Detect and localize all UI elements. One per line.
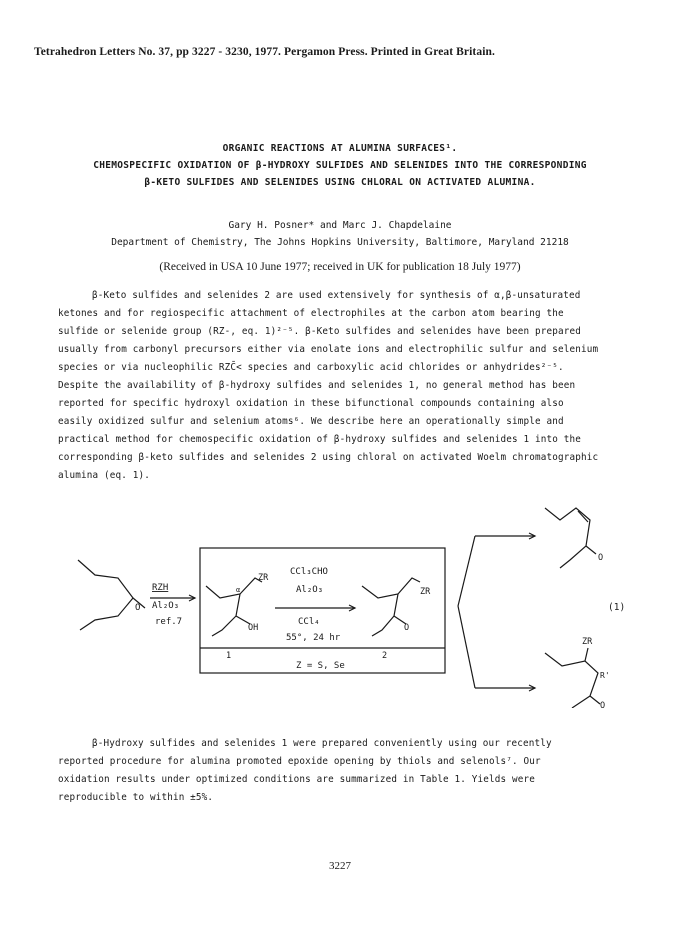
product-2-r-prime: R' [600, 671, 610, 680]
product-1-oxygen: O [598, 553, 604, 563]
reaction-conditions: 55°, 24 hr [286, 633, 341, 643]
reagent-alumina-2: Al₂O₃ [296, 585, 324, 595]
article-title [20, 140, 660, 191]
paragraph-line: sulfide or selenide group (RZ-, eq. 1)²⁻⁵. β-Keto sulfides and selenides have been prepared [58, 326, 581, 337]
compound-2-zr: ZR [420, 587, 431, 597]
z-definition: Z = S, Se [296, 661, 345, 671]
paragraph-line: reported for specific hydroxyl oxidation in these bifunctional compounds containing also [58, 398, 564, 409]
paragraph-line: β-Hydroxy sulfides and selenides 1 were prepared conveniently using our recently [92, 738, 552, 749]
paragraph-line: corresponding β-keto sulfides and selenides 2 using chloral on activated Woelm chromatographic [58, 452, 599, 463]
paragraph-line: reproducible to within ±5%. [58, 792, 214, 803]
paragraph-1 [58, 287, 628, 485]
paragraph-line: easily oxidized sulfur and selenium atoms⁶. We describe here an operationally simple and [58, 416, 564, 427]
paragraph-line: β-Keto sulfides and selenides 2 are used extensively for synthesis of α,β-unsaturated [92, 290, 581, 301]
starting-ring-bonds [78, 560, 133, 630]
journal-header: Tetrahedron Letters No. 37, pp 3227 - 3230, 1977. Pergamon Press. Printed in Great Britain. [34, 46, 495, 58]
page-number: 3227 [329, 860, 351, 872]
author-names: Gary H. Posner* and Marc J. Chapdelaine [228, 220, 452, 231]
affiliation: Department of Chemistry, The Johns Hopkins University, Baltimore, Maryland 21218 [111, 237, 569, 248]
title-line-2: CHEMOSPECIFIC OXIDATION OF β-HYDROXY SULFIDES AND SELENIDES INTO THE CORRESPONDING [93, 160, 587, 171]
paragraph-line: practical method for chemospecific oxidation of β-hydroxy sulfides and selenides 1 into the [58, 434, 581, 445]
compound-2-label: 2 [382, 651, 388, 661]
reagent-chloral: CCl₃CHO [290, 567, 328, 577]
epoxide-oxygen: O [135, 603, 141, 613]
paragraph-line: species or via nucleophilic RZC̄< species and carboxylic acid chlorides or anhydrides²⁻⁵. [58, 362, 564, 373]
alpha-label: α [236, 586, 241, 594]
paragraph-line: usually from carbonyl precursors either via enolate ions and electrophilic sulfur and selenium [58, 344, 599, 355]
paragraph-line: alumina (eq. 1). [58, 470, 150, 481]
paragraph-2 [58, 735, 628, 807]
paragraph-line: Despite the availability of β-hydroxy sulfides and selenides 1, no general method has been [58, 380, 576, 391]
reagent-rzh: RZH [152, 583, 169, 593]
reagent-ref: ref.7 [155, 617, 183, 627]
product-2-zr: ZR [582, 637, 593, 647]
author-block [20, 217, 660, 251]
paragraph-line: reported procedure for alumina promoted epoxide opening by thiols and selenols⁷. Our [58, 756, 541, 767]
paragraph-line: ketones and for regiospecific attachment of electrophiles at the carbon atom bearing the [58, 308, 564, 319]
title-line-3: β-KETO SULFIDES AND SELENIDES USING CHLORAL ON ACTIVATED ALUMINA. [144, 177, 536, 188]
title-line-1: ORGANIC REACTIONS AT ALUMINA SURFACES¹. [222, 143, 458, 154]
paragraph-line: oxidation results under optimized conditions are summarized in Table 1. Yields were [58, 774, 536, 785]
received-dates: (Received in USA 10 June 1977; received in UK for publication 18 July 1977) [159, 261, 521, 273]
compound-1-zr: ZR [258, 573, 269, 583]
compound-2-oxygen: O [404, 623, 410, 633]
reagent-alumina: Al₂O₃ [152, 601, 180, 611]
compound-1-oh: OH [248, 623, 259, 633]
product-2-oxygen: O [600, 701, 606, 708]
equation-number: (1) [608, 602, 626, 613]
reaction-scheme [0, 498, 680, 708]
compound-1-label: 1 [226, 651, 232, 661]
reagent-ccl4: CCl₄ [298, 617, 320, 627]
